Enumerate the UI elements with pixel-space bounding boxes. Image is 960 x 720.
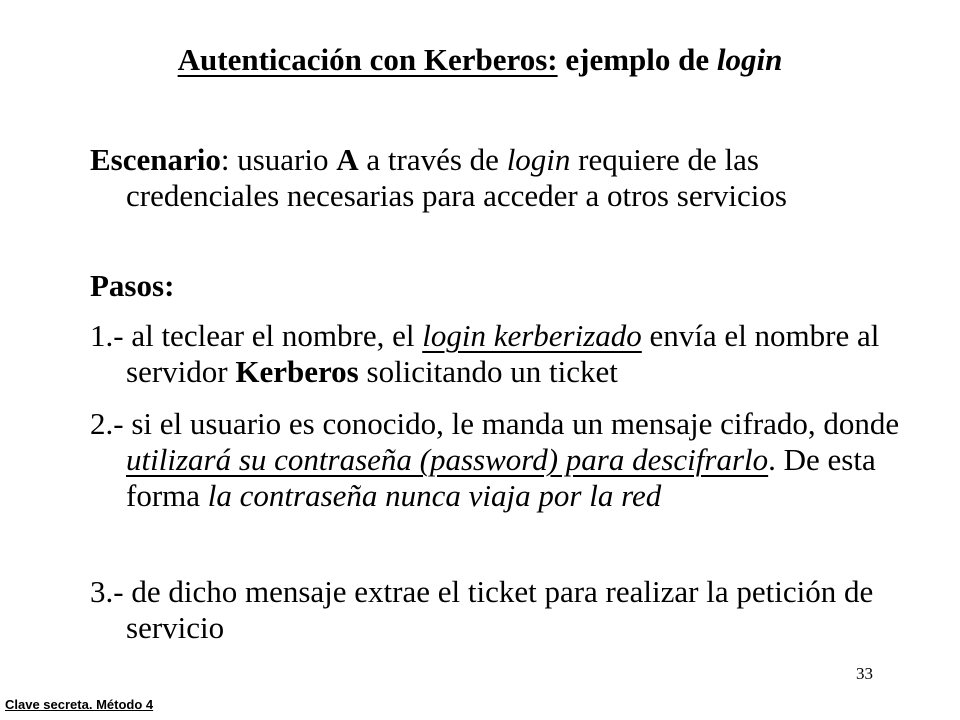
title-part-3: login <box>716 42 783 77</box>
escenario-user: A <box>336 142 359 177</box>
escenario-label: Escenario <box>90 142 221 177</box>
pasos-label: Pasos: <box>90 268 175 303</box>
pasos-heading <box>90 268 870 304</box>
footer-section-label: Clave secreta. Método 4 <box>5 697 154 712</box>
page-number: 33 <box>856 664 873 683</box>
step-2-text-1: 2.- si el usuario es conocido, le manda un mensaje cifrado, donde <box>90 406 900 441</box>
step-2-italic: la contraseña nunca viaja por la red <box>207 478 662 513</box>
step-1-login-kerberizado: login kerberizado <box>422 318 642 353</box>
step-1-text-1: 1.- al teclear el nombre, el <box>90 318 423 353</box>
step-1-text-3: solicitando un ticket <box>358 354 618 389</box>
step-1-text-2: envía el nombre al servidor <box>126 318 880 389</box>
step-2 <box>90 406 906 514</box>
title-part-2: ejemplo de <box>557 42 717 77</box>
step-2-text-2: . De esta forma <box>126 442 876 513</box>
step-3-text: 3.- de dicho mensaje extrae el ticket para realizar la petición de servicio <box>90 574 874 645</box>
step-3 <box>90 574 906 646</box>
step-1-server: Kerberos <box>235 354 359 389</box>
escenario-text-1: : usuario <box>220 142 337 177</box>
escenario-text-2: a través de <box>358 142 507 177</box>
step-2-underlined: utilizará su contraseña (password) para descifrarlo <box>126 442 769 477</box>
escenario-login: login <box>506 142 571 177</box>
title-part-1: Autenticación con Kerberos: <box>177 42 558 77</box>
step-1 <box>90 318 906 390</box>
slide-title <box>0 40 960 80</box>
escenario-paragraph <box>90 142 906 214</box>
escenario-text-3: requiere de las credenciales necesarias para acceder a otros servicios <box>126 142 787 213</box>
